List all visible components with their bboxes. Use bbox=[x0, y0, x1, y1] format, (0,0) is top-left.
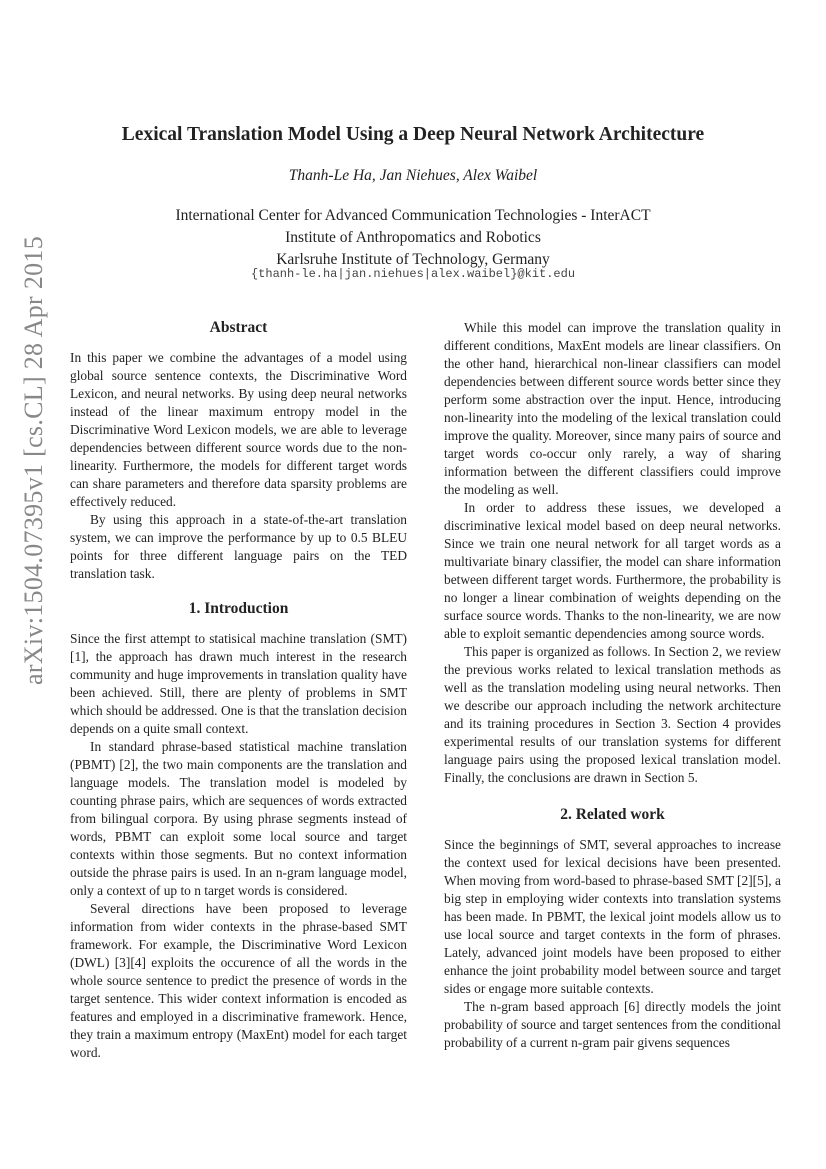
body-paragraph: In standard phrase-based statistical machine translation (PBMT) [2], the two main components are the translation and language models. The translation model is modeled by counting phrase pairs, which are sequences of words extracted from bilingual corpora. By using phrase segments instead of words, PBMT can exploit some local source and target contexts within those segments. But no context information outside the phrase pairs is used. In an n-gram language model, only a context of up to n target words is considered. bbox=[70, 739, 407, 898]
body-paragraph: This paper is organized as follows. In Section 2, we review the previous works related to lexical translation methods as well as the translation modeling using neural networks. Then we describe our approach including the network architecture and its training procedures in Section 3. Section 4 provides experimental results of our translation systems for different language pairs using the proposed lexical translation model. Finally, the conclusions are drawn in Section 5. bbox=[444, 644, 781, 785]
section-heading-related-work: 2. Related work bbox=[560, 806, 665, 823]
body-paragraph: Since the beginnings of SMT, several approaches to increase the context used for lexical decisions have been presented. When moving from word-based to phrase-based SMT [2][5], a big step in employing wider contexts into translation systems has been made. In PBMT, the lexical joint models allow us to use local source and target contexts in the form of phrases. Lately, advanced joint models have been proposed to either enhance the joint probability model between source and target sides or engage more suitable contexts. bbox=[444, 837, 781, 996]
body-paragraph: In order to address these issues, we developed a discriminative lexical model based on deep neural networks. Since we train one neural network for all target words as a multivariate binary classifier, the model can share information between different target words. Furthermore, the probability is no longer a linear combination of weights depending on the surface source words. Thanks to the non-linearity, we are now able to exploit semantic dependencies among source words. bbox=[444, 500, 781, 641]
arxiv-stamp: arXiv:1504.07395v1 [cs.CL] 28 Apr 2015 bbox=[19, 235, 48, 685]
right-column bbox=[444, 319, 781, 1052]
body-paragraph: While this model can improve the translation quality in different conditions, MaxEnt models are linear classifiers. On the other hand, hierarchical non-linear classifiers can model dependencies between different source words better since they perform some abstraction over the input. Hence, introducing non-linearity into the modeling of the lexical translation could improve the quality. Moreover, since many pairs of source and target words co-occur only rarely, a way of sharing information between the different classifiers could improve the modeling as well. bbox=[444, 320, 781, 497]
abstract-heading: Abstract bbox=[209, 319, 268, 336]
author-emails: {thanh-le.ha|jan.niehues|alex.waibel}@kit.edu bbox=[250, 267, 576, 281]
affiliation-line: International Center for Advanced Communication Technologies - InterACT bbox=[175, 207, 651, 224]
affiliations bbox=[0, 205, 826, 271]
body-paragraph: Several directions have been proposed to leverage information from wider contexts in the phrase-based SMT framework. For example, the Discriminative Word Lexicon (DWL) [3][4] exploits the occurence of all the words in the whole source sentence to predict the presence of words in the target sentence. This wider context information is encoded as features and employed in a discriminative framework. Hence, they train a maximum entropy (MaxEnt) model for each target word. bbox=[70, 901, 407, 1060]
affiliation-line: Institute of Anthropomatics and Robotics bbox=[285, 229, 541, 246]
body-paragraph: Since the first attempt to statisical machine translation (SMT) [1], the approach has drawn much interest in the research community and huge improvements in translation quality have been achieved. Still, there are plenty of problems in SMT which should be addressed. One is that the translation decision depends on a quite small context. bbox=[70, 631, 407, 736]
left-column bbox=[70, 318, 407, 1062]
abstract-paragraph: In this paper we combine the advantages of a model using global source sentence contexts, the Discriminative Word Lexicon, and neural networks. By using deep neural networks instead of the linear maximum entropy model in the Discriminative Word Lexicon models, we are able to leverage dependencies between different source words due to the non-linearity. Furthermore, the models for different target words can share parameters and therefore data sparsity problems are effectively reduced. bbox=[70, 350, 407, 509]
section-heading-introduction: 1. Introduction bbox=[188, 600, 289, 617]
paper-title: Lexical Translation Model Using a Deep Neural Network Architecture bbox=[121, 124, 705, 145]
paper-authors: Thanh-Le Ha, Jan Niehues, Alex Waibel bbox=[288, 167, 538, 184]
affiliation-line: Karlsruhe Institute of Technology, Germany bbox=[276, 251, 550, 268]
body-paragraph: The n-gram based approach [6] directly models the joint probability of source and target sentences from the conditional probability of a current n-gram pair givens sequences bbox=[444, 999, 781, 1050]
abstract-paragraph: By using this approach in a state-of-the-art translation system, we can improve the performance by up to 0.5 BLEU points for three different language pairs on the TED translation task. bbox=[70, 512, 407, 581]
